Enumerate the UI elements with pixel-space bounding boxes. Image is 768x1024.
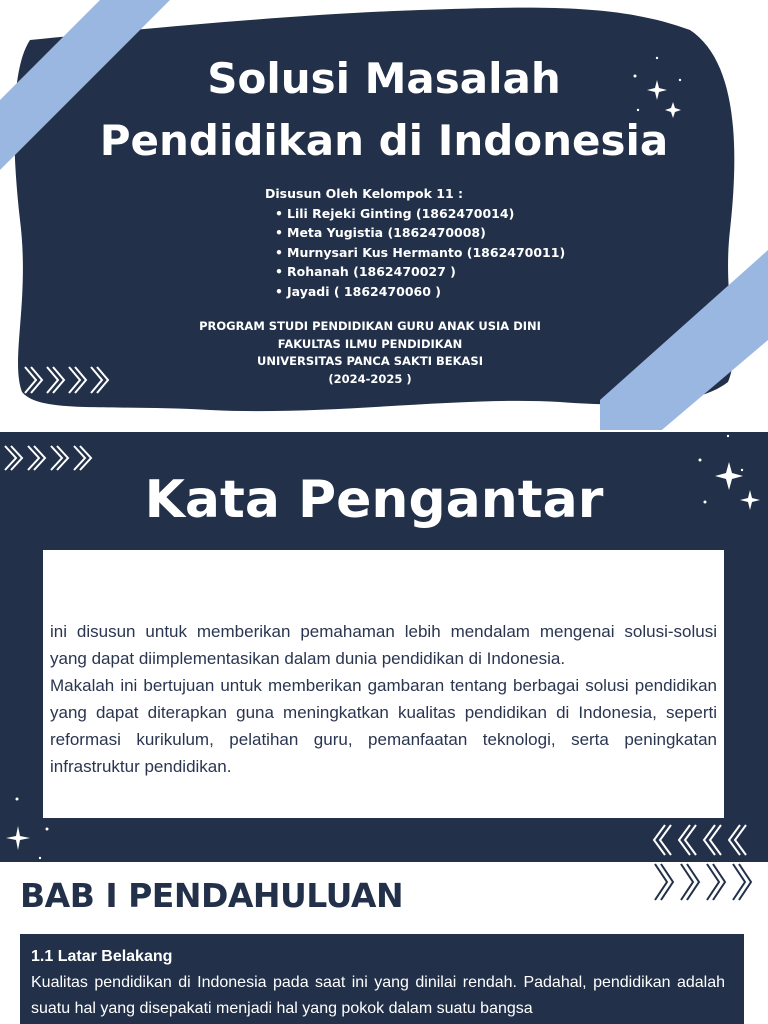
author-item: • Rohanah (1862470027 )	[287, 262, 565, 282]
kata-pengantar-paragraph-1: ini disusun untuk memberikan pemahaman lebih mendalam mengenai solusi-solusi yang dapat diimplementasikan dalam dunia pendidikan di Indonesia.	[50, 622, 717, 668]
chevrons-right-icon	[5, 446, 91, 470]
university-name: UNIVERSITAS PANCA SAKTI BEKASI	[256, 354, 483, 368]
chevrons-left-icon	[654, 825, 746, 855]
latar-belakang-box	[20, 934, 744, 1024]
kata-pengantar-title: Kata Pengantar	[144, 470, 604, 530]
cover-title	[0, 48, 768, 172]
kata-pengantar-body	[50, 618, 717, 780]
authors-heading: Disusun Oleh Kelompok 11 :	[265, 186, 464, 201]
kata-pengantar-textbox	[43, 550, 724, 818]
authors-block	[265, 184, 565, 301]
latar-belakang-text: Kualitas pendidikan di Indonesia pada saat ini yang dinilai rendah. Padahal, pendidikan adalah suatu hal yang disepakati menjadi hal yang pokok dalam suatu bangsa	[31, 974, 725, 1017]
author-item: • Meta Yugistia (1862470008)	[287, 223, 565, 243]
author-item: • Murnysari Kus Hermanto (1862470011)	[287, 243, 565, 263]
program-name: PROGRAM STUDI PENDIDIKAN GURU ANAK USIA DINI	[199, 319, 541, 333]
latar-belakang-heading: 1.1 Latar Belakang	[31, 948, 173, 965]
cover-title-line2: Pendidikan di Indonesia	[99, 116, 669, 165]
bab1-slide	[0, 862, 768, 1024]
cover-slide	[0, 0, 768, 430]
academic-year: (2024-2025 )	[328, 371, 412, 386]
institution-block	[0, 318, 740, 388]
kata-pengantar-paragraph-2: Makalah ini bertujuan untuk memberikan gambaran tentang berbagai solusi pendidikan yang dapat diterapkan guna meningkatkan kualitas pendidikan di Indonesia, seperti reformasi kurikulum, pelatihan guru, pemanfaatan teknologi, serta peningkatan infrastruktur pendidikan.	[50, 676, 717, 776]
kata-pengantar-slide	[0, 432, 768, 862]
authors-list	[265, 204, 565, 302]
cover-title-line1: Solusi Masalah	[207, 54, 561, 103]
author-item: • Lili Rejeki Ginting (1862470014)	[287, 204, 565, 224]
bab1-title: BAB I PENDAHULUAN	[20, 876, 404, 915]
faculty-name: FAKULTAS ILMU PENDIDIKAN	[277, 336, 463, 351]
chevrons-right-icon	[650, 862, 760, 906]
author-item: • Jayadi ( 1862470060 )	[287, 282, 565, 302]
